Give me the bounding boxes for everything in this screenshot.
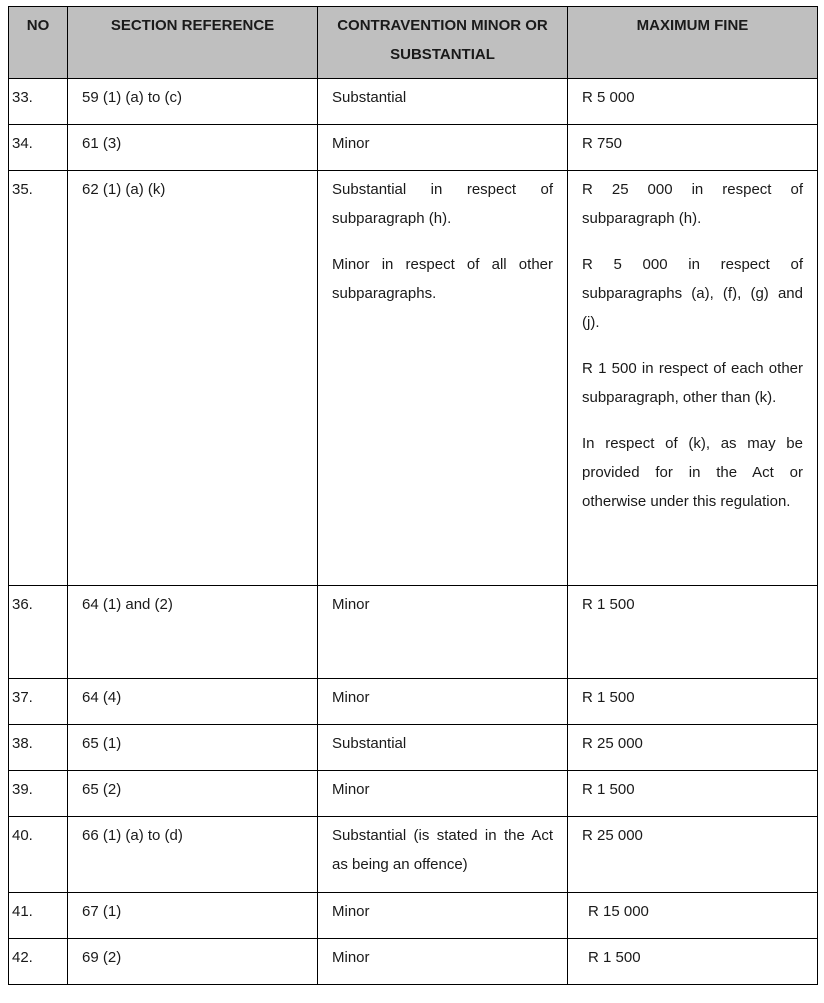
table-row bbox=[9, 725, 818, 771]
row-number: 40. bbox=[9, 817, 68, 893]
contravention-text: Minor bbox=[332, 903, 370, 920]
fine-text: R 5 000 in respect of subparagraphs (a), (f), (g) and (j). bbox=[582, 256, 803, 331]
contravention-cell bbox=[318, 79, 568, 125]
table-row bbox=[9, 171, 818, 586]
header-row bbox=[9, 7, 818, 79]
row-number: 41. bbox=[9, 893, 68, 939]
table-row bbox=[9, 586, 818, 679]
maximum-fine-cell bbox=[568, 171, 818, 586]
maximum-fine-cell bbox=[568, 79, 818, 125]
row-number: 38. bbox=[9, 725, 68, 771]
contravention-text: Substantial bbox=[332, 735, 407, 752]
contravention-cell bbox=[318, 125, 568, 171]
contravention-text: Minor bbox=[332, 689, 370, 706]
table-row bbox=[9, 79, 818, 125]
table-row bbox=[9, 679, 818, 725]
header-contravention: CONTRAVENTION MINOR OR SUBSTANTIAL bbox=[318, 7, 568, 79]
table-row bbox=[9, 939, 818, 985]
contravention-text: Substantial in respect of subparagraph (h). bbox=[332, 181, 553, 227]
section-reference: 69 (2) bbox=[68, 939, 318, 985]
row-number: 33. bbox=[9, 79, 68, 125]
maximum-fine-cell bbox=[568, 586, 818, 679]
contravention-cell bbox=[318, 679, 568, 725]
row-number: 37. bbox=[9, 679, 68, 725]
fine-text: R 5 000 bbox=[582, 89, 635, 106]
contravention-text: Minor bbox=[332, 781, 370, 798]
fine-text: R 25 000 in respect of subparagraph (h). bbox=[582, 181, 803, 227]
contravention-cell bbox=[318, 817, 568, 893]
row-number: 34. bbox=[9, 125, 68, 171]
maximum-fine-cell bbox=[568, 817, 818, 893]
contravention-cell bbox=[318, 725, 568, 771]
fine-text: R 1 500 bbox=[582, 781, 635, 798]
maximum-fine-cell bbox=[568, 679, 818, 725]
maximum-fine-cell bbox=[568, 725, 818, 771]
table-row bbox=[9, 125, 818, 171]
contravention-cell bbox=[318, 893, 568, 939]
fine-text: In respect of (k), as may be provided for in the Act or otherwise under this regulation. bbox=[582, 435, 803, 510]
contravention-text: Minor bbox=[332, 135, 370, 152]
header-section-reference: SECTION REFERENCE bbox=[68, 7, 318, 79]
section-reference: 65 (1) bbox=[68, 725, 318, 771]
table-row bbox=[9, 817, 818, 893]
contravention-cell bbox=[318, 586, 568, 679]
fine-text: R 25 000 bbox=[582, 827, 643, 844]
row-number: 42. bbox=[9, 939, 68, 985]
row-number: 39. bbox=[9, 771, 68, 817]
contravention-text: Minor bbox=[332, 596, 370, 613]
fine-text: R 1 500 in respect of each other subparagraph, other than (k). bbox=[582, 360, 803, 406]
contravention-text: Substantial (is stated in the Act as being an offence) bbox=[332, 827, 553, 873]
fine-text: R 1 500 bbox=[588, 949, 641, 966]
section-reference: 64 (4) bbox=[68, 679, 318, 725]
section-reference: 65 (2) bbox=[68, 771, 318, 817]
contravention-text: Minor bbox=[332, 949, 370, 966]
section-reference: 62 (1) (a) (k) bbox=[68, 171, 318, 586]
section-reference: 61 (3) bbox=[68, 125, 318, 171]
header-no: NO bbox=[9, 7, 68, 79]
fine-text: R 1 500 bbox=[582, 596, 635, 613]
table-body bbox=[9, 79, 818, 985]
maximum-fine-cell bbox=[568, 939, 818, 985]
table-row bbox=[9, 893, 818, 939]
row-number: 36. bbox=[9, 586, 68, 679]
contravention-cell bbox=[318, 771, 568, 817]
row-number: 35. bbox=[9, 171, 68, 586]
contravention-text: Substantial bbox=[332, 89, 407, 106]
section-reference: 66 (1) (a) to (d) bbox=[68, 817, 318, 893]
fine-text: R 750 bbox=[582, 135, 623, 152]
section-reference: 59 (1) (a) to (c) bbox=[68, 79, 318, 125]
maximum-fine-cell bbox=[568, 771, 818, 817]
maximum-fine-cell bbox=[568, 893, 818, 939]
section-reference: 67 (1) bbox=[68, 893, 318, 939]
contravention-cell bbox=[318, 171, 568, 586]
contravention-text: Minor in respect of all other subparagraphs. bbox=[332, 256, 553, 302]
fines-table bbox=[8, 6, 818, 985]
table-row bbox=[9, 771, 818, 817]
contravention-cell bbox=[318, 939, 568, 985]
section-reference: 64 (1) and (2) bbox=[68, 586, 318, 679]
maximum-fine-cell bbox=[568, 125, 818, 171]
fine-text: R 1 500 bbox=[582, 689, 635, 706]
fine-text: R 15 000 bbox=[588, 903, 649, 920]
fine-text: R 25 000 bbox=[582, 735, 643, 752]
header-maximum-fine: MAXIMUM FINE bbox=[568, 7, 818, 79]
